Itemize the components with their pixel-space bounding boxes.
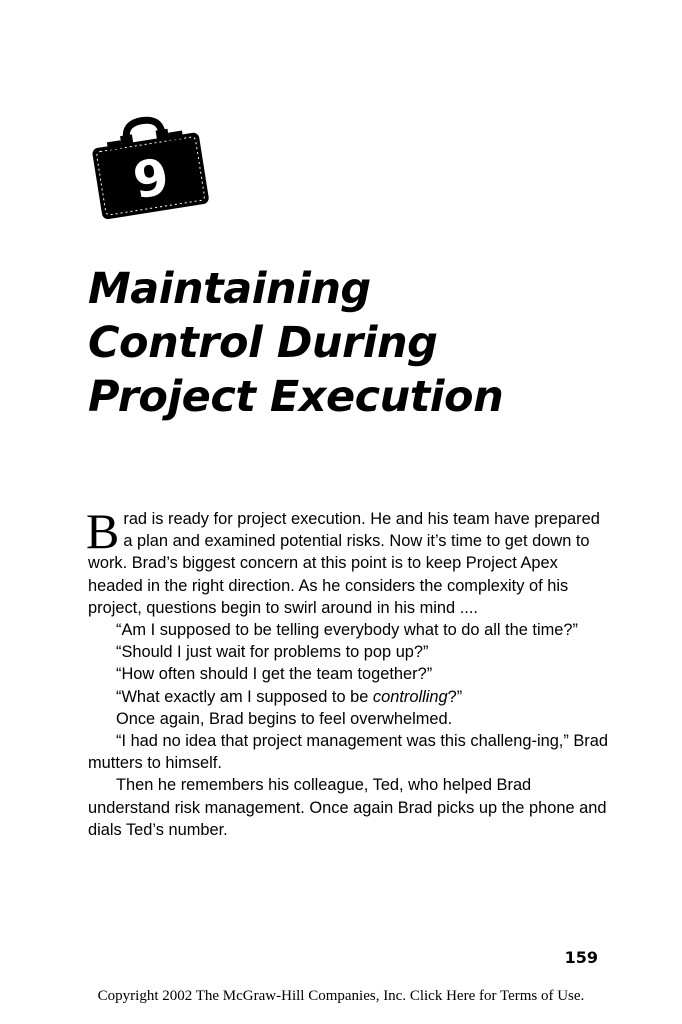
chapter-title-line-1: Maintaining [88, 264, 371, 314]
copyright-text[interactable]: Copyright 2002 The McGraw-Hill Companies, Inc. Click Here for Terms of Use. [97, 988, 585, 1004]
opening-paragraph [86, 503, 608, 619]
paragraph: “How often should I get the team together?” [116, 665, 433, 684]
paragraph [88, 686, 608, 708]
page-number: 159 [564, 948, 598, 967]
paragraph-text: “What exactly am I supposed to be [116, 687, 373, 706]
chapter-title-line-3: Project Execution [88, 372, 504, 422]
chapter-number: 9 [129, 147, 173, 211]
copyright-footer[interactable] [0, 988, 682, 1005]
paragraph: “Am I supposed to be telling everybody what to do all the time?” [116, 621, 578, 640]
opening-paragraph-text: rad is ready for project execution. He and his team have prepared a plan and examined potential risks. Now it’s time to get down to work. Brad’s biggest concern at this point is to keep Project Apex headed in the right direction. As he considers the complexity of his project, questions begin to swirl around in his mind .... [88, 510, 600, 617]
drop-cap: B [86, 503, 120, 559]
paragraph: Once again, Brad begins to feel overwhelmed. [116, 709, 453, 728]
chapter-title [88, 262, 628, 424]
chapter-title-line-2: Control During [88, 318, 438, 368]
paragraph: Then he remembers his colleague, Ted, who helped Brad understand risk management. Once again Brad picks up the phone and dials Ted’s number. [88, 776, 607, 839]
paragraph: “I had no idea that project management was this challeng-ing,” Brad mutters to himself. [88, 732, 608, 773]
paragraph-text: ?” [447, 687, 463, 706]
briefcase-icon [88, 112, 212, 224]
paragraph: “Should I just wait for problems to pop up?” [116, 643, 429, 662]
chapter-body [86, 503, 608, 841]
emphasized-word: controlling [372, 687, 448, 706]
